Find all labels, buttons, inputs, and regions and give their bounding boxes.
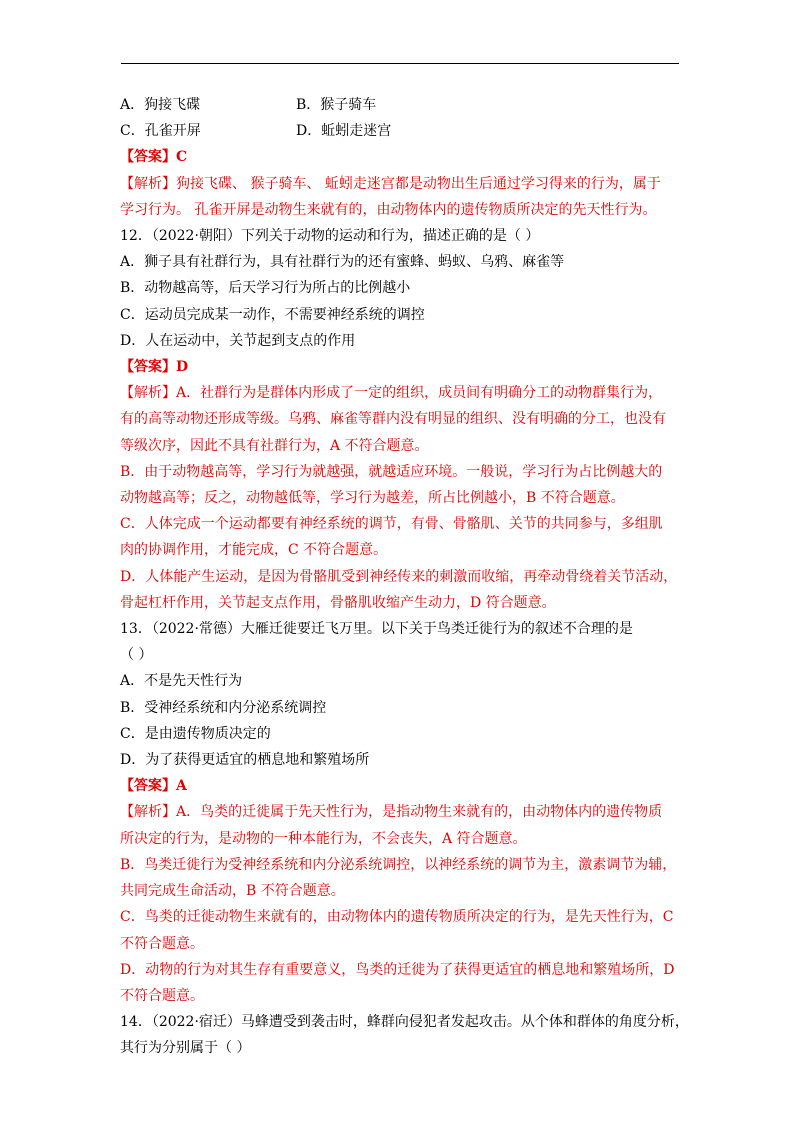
- q13-option-d: D．为了获得更适宜的栖息地和繁殖场所: [120, 752, 370, 769]
- q13-stem: 13．（2022·常德）大雁迁徙要迁飞万里。以下关于鸟类迁徙行为的叙述不合理的是: [120, 621, 633, 638]
- q12-analysis-line: 等级次序，因此不具有社群行为，A 不符合题意。: [120, 437, 429, 454]
- q11-analysis-line: 学习行为。 孔雀开屏是动物生来就有的，由动物体内的遗传物质所决定的先天性行为。: [120, 201, 657, 218]
- q14-stem: 14．（2022·宿迁）马蜂遭受到袭击时，蜂群向侵犯者发起攻击。从个体和群体的角度分析，: [120, 1014, 689, 1031]
- q12-option-a: A．狮子具有社群行为，具有社群行为的还有蜜蜂、蚂蚁、乌鸦、麻雀等: [120, 254, 565, 271]
- q11-options-row2: [120, 118, 686, 144]
- q12-option-d: D．人在运动中，关节起到支点的作用: [120, 332, 356, 349]
- q13-analysis-line: 【解析】A．鸟类的迁徙属于先天性行为，是指动物生来就有的，由动物体内的遗传物质: [120, 804, 663, 821]
- q14-stem: 其行为分别属于（ ）: [120, 1040, 251, 1057]
- q13-analysis-line: B．鸟类迁徙行为受神经系统和内分泌系统调控，以神经系统的调节为主，激素调节为辅，: [120, 856, 677, 873]
- q13-analysis-line: 共同完成生命活动，B 不符合题意。: [120, 883, 345, 900]
- q12-answer: 【答案】D: [120, 359, 189, 376]
- q12-analysis-line: 动物越高等；反之，动物越低等，学习行为越差，所占比例越小，B 不符合题意。: [120, 490, 625, 507]
- q12-option-b: B．动物越高等，后天学习行为所占的比例越小: [120, 280, 411, 297]
- q12-analysis-line: C．人体完成一个运动都要有神经系统的调节，有骨、骨骼肌、关节的共同参与，多组肌: [120, 516, 663, 533]
- q11-options-row1: [120, 92, 686, 118]
- q11-option-a: A．狗接飞碟: [120, 97, 201, 113]
- q11-analysis-line: 【解析】狗接飞碟、 猴子骑车、 蚯蚓走迷宫都是动物出生后通过学习得来的行为，属于: [120, 175, 661, 192]
- q11-option-b: B．猴子骑车: [296, 97, 377, 113]
- q13-analysis-line: 不符合题意。: [120, 935, 204, 952]
- q13-answer: 【答案】A: [120, 778, 187, 795]
- q11-answer: 【答案】C: [120, 149, 188, 166]
- q13-stem: （ ）: [120, 647, 153, 664]
- q11-option-c: C．孔雀开屏: [120, 123, 201, 140]
- q12-analysis-line: 骨起杠杆作用，关节起支点作用，骨骼肌收缩产生动力，D 符合题意。: [120, 594, 556, 611]
- q12-analysis-line: 【解析】A．社群行为是群体内形成了一定的组织，成员间有明确分工的动物群集行为，: [120, 385, 663, 402]
- q13-analysis-line: D．动物的行为对其生存有重要意义，鸟类的迁徙为了获得更适宜的栖息地和繁殖场所，D: [120, 961, 675, 978]
- q13-analysis-line: 所决定的行为，是动物的一种本能行为，不会丧失，A 符合题意。: [120, 830, 527, 847]
- q12-stem: 12．（2022·朝阳）下列关于动物的运动和行为，描述正确的是（ ）: [120, 228, 540, 245]
- q12-analysis-line: 有的高等动物还形成等级。乌鸦、麻雀等群内没有明显的组织、没有明确的分工，也没有: [120, 411, 666, 428]
- q11-option-d: D．蚯蚓走迷宫: [296, 123, 392, 140]
- q13-analysis-line: C．鸟类的迁徙动物生来就有的，由动物体内的遗传物质所决定的行为，是先天性行为，C: [120, 909, 674, 926]
- q12-analysis-line: D．人体能产生运动，是因为骨骼肌受到神经传来的刺激而收缩，再牵动骨绕着关节活动，: [120, 568, 678, 585]
- header-rule: [121, 63, 679, 64]
- q12-option-c: C．运动员完成某一动作，不需要神经系统的调控: [120, 306, 425, 323]
- q13-option-a: A．不是先天性行为: [120, 673, 243, 690]
- document-body: [120, 92, 689, 1062]
- q12-analysis-line: B．由于动物越高等，学习行为就越强，就越适应环境。一般说，学习行为占比例越大的: [120, 463, 663, 480]
- q13-option-b: B．受神经系统和内分泌系统调控: [120, 699, 327, 716]
- q13-option-c: C．是由遗传物质决定的: [120, 725, 271, 742]
- q12-analysis-line: 肉的协调作用，才能完成，C 不符合题意。: [120, 542, 388, 559]
- q13-analysis-line: 不符合题意。: [120, 987, 204, 1004]
